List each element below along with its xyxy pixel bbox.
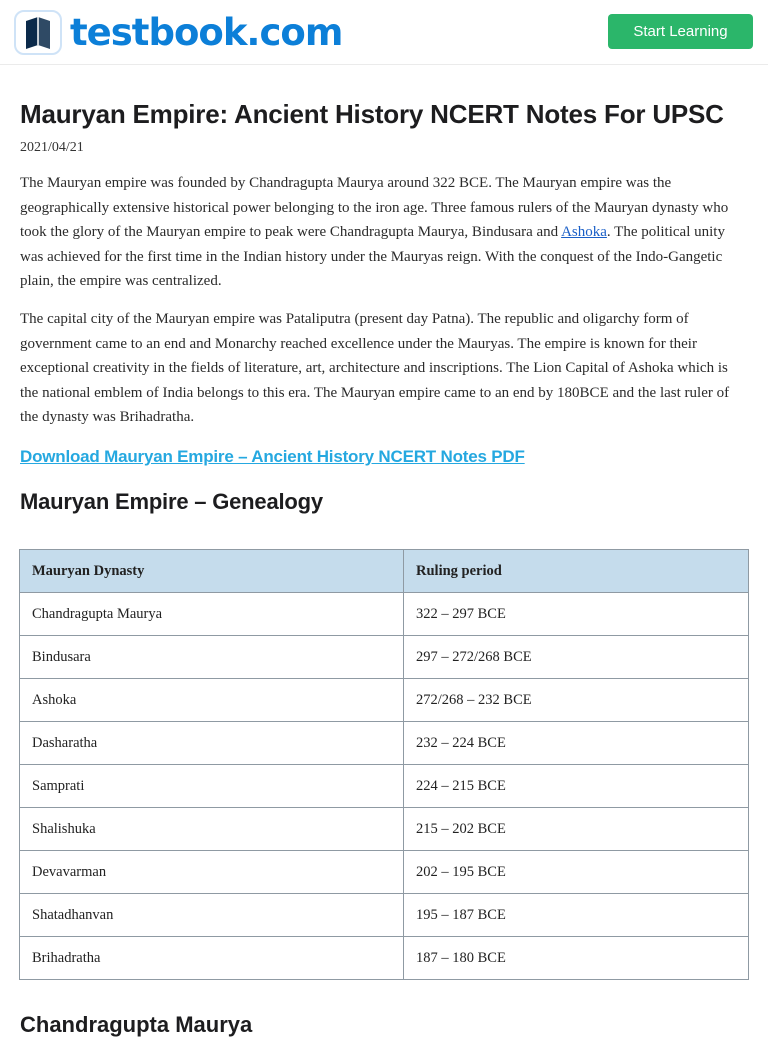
ruling-period: 187 – 180 BCE: [404, 937, 749, 980]
column-header-dynasty: Mauryan Dynasty: [20, 550, 404, 593]
testbook-logo[interactable]: [14, 10, 342, 55]
intro-text-end: . The political unity was achieved for the first time in the Indian history under the Mauryas reign. With the conquest of the Indo-Gangetic plain, the empire was centralized.: [20, 224, 725, 290]
logo-text: testbook.com: [70, 11, 343, 54]
ruler-name: Bindusara: [20, 636, 404, 679]
table-row: [20, 937, 749, 980]
page-title: Mauryan Empire: Ancient History NCERT Notes For UPSC: [20, 99, 724, 129]
intro-text-start: The Mauryan empire was founded by Chandragupta Maurya around 322 BCE. The Mauryan empire was the geographically extensive historical power belonging to the iron age. Three famous rulers of the Mauryan dynasty who took the glory of the Mauryan empire to peak were Chandragupta Maurya, Bindusara and: [20, 175, 729, 241]
publish-date: 2021/04/21: [20, 140, 84, 155]
ashoka-link[interactable]: Ashoka: [561, 224, 607, 241]
ruler-name: Ashoka: [20, 679, 404, 722]
table-row: [20, 636, 749, 679]
column-header-period: Ruling period: [404, 550, 749, 593]
testbook-logo-icon: [14, 10, 62, 55]
table-row: [20, 765, 749, 808]
ruler-name: Devavarman: [20, 851, 404, 894]
ruling-period: 272/268 – 232 BCE: [404, 679, 749, 722]
ruling-period: 195 – 187 BCE: [404, 894, 749, 937]
table-row: [20, 808, 749, 851]
ruler-name: Samprati: [20, 765, 404, 808]
table-row: [20, 722, 749, 765]
ruling-period: 215 – 202 BCE: [404, 808, 749, 851]
ruler-name: Shatadhanvan: [20, 894, 404, 937]
download-pdf-link[interactable]: Download Mauryan Empire – Ancient History NCERT Notes PDF: [20, 446, 525, 466]
genealogy-heading: Mauryan Empire – Genealogy: [20, 488, 323, 514]
intro-paragraph: [20, 171, 742, 294]
table-row: [20, 679, 749, 722]
capital-paragraph: The capital city of the Mauryan empire was Pataliputra (present day Patna). The republic and oligarchy form of government came to an end and Monarchy reached excellence under the Mauryas. The empire is known for their exceptional creativity in the fields of literature, art, architecture and inscriptions. The Lion Capital of Ashoka which is the national emblem of India belongs to this era. The Mauryan empire came to an end by 180BCE and the last ruler of the dynasty was Brihadratha.: [20, 310, 730, 426]
table-header-row: [20, 550, 749, 593]
ruling-period: 232 – 224 BCE: [404, 722, 749, 765]
start-learning-button[interactable]: Start Learning: [608, 14, 753, 49]
ruling-period: 297 – 272/268 BCE: [404, 636, 749, 679]
table-row: [20, 593, 749, 636]
chandragupta-heading: Chandragupta Maurya: [20, 1012, 253, 1037]
ruling-period: 202 – 195 BCE: [404, 851, 749, 894]
table-row: [20, 851, 749, 894]
site-header: [0, 0, 768, 65]
ruler-name: Chandragupta Maurya: [20, 593, 404, 636]
genealogy-table: [19, 549, 749, 980]
article-content: [20, 98, 742, 515]
ruler-name: Shalishuka: [20, 808, 404, 851]
ruler-name: Brihadratha: [20, 937, 404, 980]
ruling-period: 322 – 297 BCE: [404, 593, 749, 636]
table-row: [20, 894, 749, 937]
ruling-period: 224 – 215 BCE: [404, 765, 749, 808]
ruler-name: Dasharatha: [20, 722, 404, 765]
